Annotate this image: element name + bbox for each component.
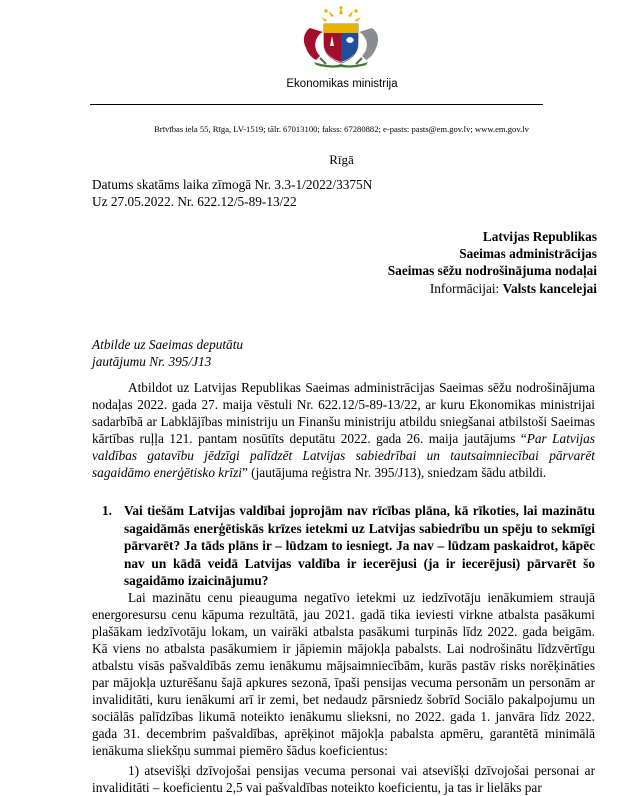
question-number: 1. <box>102 503 112 518</box>
incoming-reference: Uz 27.05.2022. Nr. 622.12/5-89-13/22 <box>92 194 297 209</box>
addressee-line: Saeimas sēžu nodrošinājuma nodaļai <box>387 263 597 278</box>
subject-line: Atbilde uz Saeimas deputātu <box>92 337 244 352</box>
lion-supporter <box>304 28 323 60</box>
sun-rays <box>321 6 361 22</box>
document-reference: Datums skatāms laika zīmogā Nr. 3.3-1/2022/3375N <box>92 177 373 192</box>
addressee-line: Latvijas Republikas <box>482 229 597 244</box>
addressee-line: Saeimas administrācijas <box>459 246 597 261</box>
griffin-supporter <box>359 28 378 60</box>
copy-to-label: Informācijai: <box>429 281 500 296</box>
copy-to-line <box>430 281 597 297</box>
copy-to-recipient: Valsts kancelejai <box>502 281 597 296</box>
intro-paragraph <box>92 379 595 481</box>
ministry-contacts: Brīvības iela 55, Rīga, LV-1519; tālr. 67013100; fakss: 67280882; e-pasts: pasts@em.gov.lv; www.em.gov.lv <box>154 124 529 134</box>
intro-text-end: ” (jautājuma reģistra Nr. 395/J13), sniedzam šādu atbildi. <box>241 465 547 480</box>
intro-text: Atbildot uz Latvijas Republikas Saeimas administrācijas Saeimas sēžu nodrošinājuma nodaļas 2022. gada 27. maija vēstuli Nr. 622.12/5-89-13/22, ar kuru Ekonomikas ministrijai sadarbībā ar Labklājības ministriju un Finanšu ministriju atbildu sniegšanai atbilstoši Saeimas kārtības ruļļa 121. pantam nosūtīts deputātu 2022. gada 26. maija jautājums “ <box>92 380 595 446</box>
answer-paragraph: Lai mazinātu cenu pieauguma negatīvo ietekmi uz iedzīvotāju ienākumiem straujā energoresursu cenu kāpuma rezultātā, jau 2021. gadā tika ieviesti virkne atbalsta pasākumi plašākam iedzīvotāju lokam, un vairāki atbalsta pasākumi turpinās līdz 2022. gada beigām. Kā viens no atbalsta pasākumiem ir jāpiemin mājokļa pabalsts. Lai nodrošinātu līdzvērtīgu atbalstu visās pašvaldībās zemu ienākumu mājsaimniecībām, kurās pastāv risks norēķināties par mājokļa uzturēšanu šajā apkures sezonā, īpaši pensijas vecuma personām un personām ar invaliditāti, kuru ienākumi arī ir zemi, bet nedaudz pārsniedz šobrīd Sociālo pakalpojumu un sociālās palīdzības likumā noteikto ienākumu slieksni, no 2022. gada 1. janvāra līdz 2022. gada 31. decembrim pašvaldības, aprēķinot mājokļa pabalsta apmēru, garantētā minimālā ienākuma sliekšņu summai piemēro šādus koeficientus: <box>92 590 595 758</box>
list-item: 1) atsevišķi dzīvojošai pensijas vecuma personai vai atsevišķi dzīvojošai personai ar invaliditāti – koeficientu 2,5 vai pašvaldības noteikto koeficientu, ja tas ir lielāks par <box>92 763 595 795</box>
ministry-name: Ekonomikas ministrija <box>286 78 398 90</box>
header-divider <box>90 104 543 105</box>
place-of-issue: Rīgā <box>329 152 354 167</box>
question-block <box>102 502 595 590</box>
coat-of-arms-icon <box>296 6 386 70</box>
question-title: Par Latvijas valdības gatavību jēdzīgi palīdzēt Latvijas sabiedrībai un tautsaimniecībai pārvarēt sagaidāmo enerģētisko krīzi <box>92 431 595 480</box>
question-text: Vai tiešām Latvijas valdībai joprojām nav rīcības plāna, kā rīkoties, lai mazinātu sagaidāmās enerģētiskās krīzes ietekmi uz Latvijas sabiedrību un spēju to sekmīgi pārvarēt? Ja tāds plāns ir – lūdzam to iesniegt. Ja nav – lūdzam paskaidrot, kāpēc nav un kādā veidā Latvijas valdība ir iecerējusi (ja ir iecerējusi) pārvarēt šo sagaidāmo izaicinājumu? <box>124 503 595 588</box>
subject-line: jautājumu Nr. 395/J13 <box>92 354 212 369</box>
